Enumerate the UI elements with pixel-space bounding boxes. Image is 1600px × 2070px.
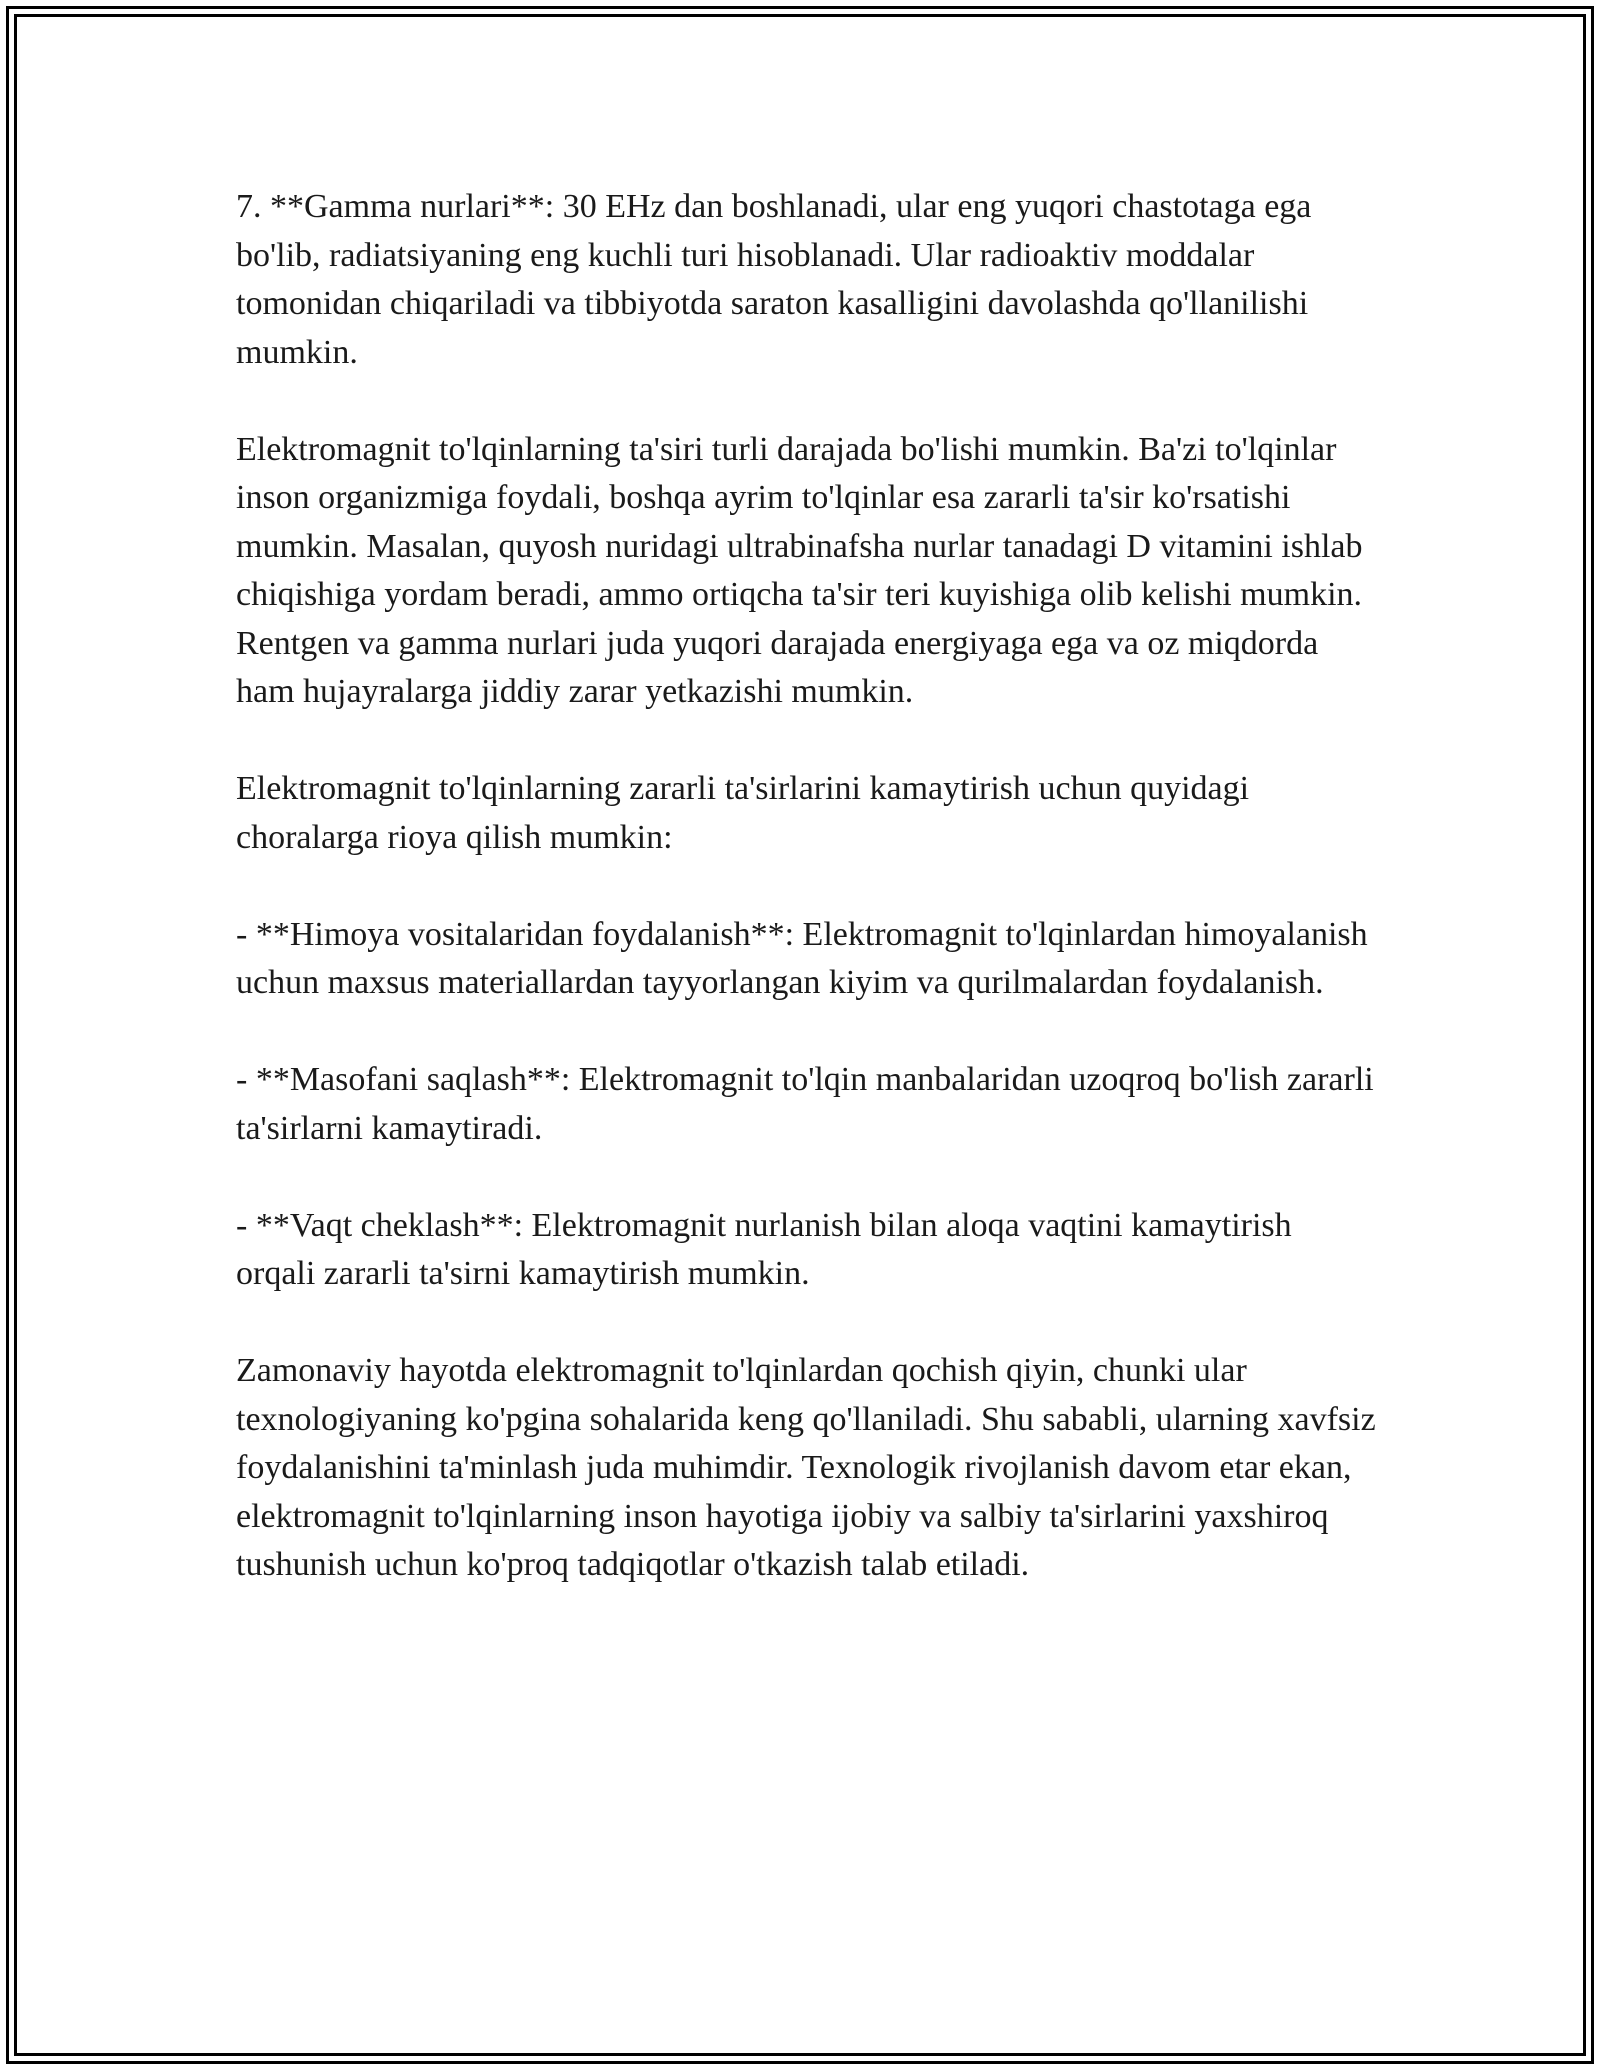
paragraph-gamma-rays: 7. **Gamma nurlari**: 30 EHz dan boshlanadi, ular eng yuqori chastotaga ega bo'lib, radiatsiyaning eng kuchli turi hisoblanadi. Ular radioaktiv moddalar tomonidan chiqariladi va tibbiyotda saraton kasalligini davolashda qo'llanilishi mumkin. [236,188,1312,371]
paragraph-effects: Elektromagnit to'lqinlarning ta'siri turli darajada bo'lishi mumkin. Ba'zi to'lqinlar inson organizmiga foydali, boshqa ayrim to'lqinlar esa zararli ta'sir ko'rsatishi mumkin. Masalan, quyosh nuridagi ultrabinafsha nurlar tanadagi D vitamini ishlab chiqishiga yordam beradi, ammo ortiqcha ta'sir teri kuyishiga olib kelishi mumkin. Rentgen va gamma nurlari juda yuqori darajada energiyaga ega va oz miqdorda ham hujayralarga jiddiy zarar yetkazishi mumkin. [236,430,1363,710]
list-item-distance: - **Masofani saqlash**: Elektromagnit to'lqin manbalaridan uzoqroq bo'lish zararli ta'sirlarni kamaytiradi. [236,1061,1374,1147]
paragraph-conclusion: Zamonaviy hayotda elektromagnit to'lqinlardan qochish qiyin, chunki ular texnologiyaning ko'pgina sohalarida keng qo'llaniladi. Shu sababli, ularning xavfsiz foydalanishini ta'minlash juda muhimdir. Texnologik rivojlanish davom etar ekan, elektromagnit to'lqinlarning inson hayotiga ijobiy va salbiy ta'sirlarini yaxshiroq tushunish uchun ko'proq tadqiqotlar o'tkazish talab etiladi. [236,1352,1376,1583]
paragraph-measures-intro: Elektromagnit to'lqinlarning zararli ta'sirlarini kamaytirish uchun quyidagi choralarga rioya qilish mumkin: [236,770,1250,856]
list-item-time-limit: - **Vaqt cheklash**: Elektromagnit nurlanish bilan aloqa vaqtini kamaytirish orqali zararli ta'sirni kamaytirish mumkin. [236,1206,1292,1292]
document-body [236,183,1376,1638]
list-item-protection: - **Himoya vositalaridan foydalanish**: Elektromagnit to'lqinlardan himoyalanish uchun maxsus materiallardan tayyorlangan kiyim va qurilmalardan foydalanish. [236,915,1368,1001]
